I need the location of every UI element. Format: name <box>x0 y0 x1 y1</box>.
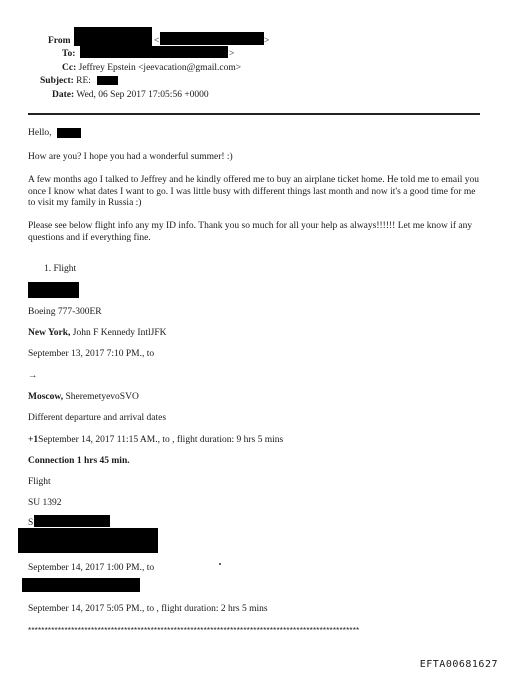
document-id: EFTA00681627 <box>419 659 498 670</box>
to-bracket-close: > <box>229 49 235 59</box>
connection: Connection 1 hrs 45 min. <box>28 456 130 466</box>
from-row <box>48 35 71 47</box>
to-row <box>62 48 75 60</box>
separator-stars: **************************************************************************************************** <box>28 626 360 635</box>
redaction-4 <box>22 578 140 592</box>
from-bracket-open: < <box>154 36 160 46</box>
from-label: From <box>48 36 71 46</box>
from-name-redaction <box>74 27 152 46</box>
origin-city: New York, <box>28 328 71 338</box>
cc-label: Cc: <box>62 63 77 73</box>
destination <box>28 392 484 404</box>
dest-city: Moscow, <box>28 392 64 402</box>
depart-time: September 13, 2017 7:10 PM., to <box>28 349 155 359</box>
paragraph-2: Please see below flight info any my ID info. Thank you so much for all your help as always!!!!!! Let me know if any questions and if everything fine. <box>28 221 473 243</box>
redaction-3 <box>18 528 158 553</box>
list-item-flight: 1. Flight <box>44 264 77 274</box>
arrival-text: September 14, 2017 11:15 AM., to , flight duration: 9 hrs 5 mins <box>38 435 284 445</box>
intro-line: How are you? I hope you had a wonderful summer! :) <box>28 152 233 162</box>
different-dates: Different departure and arrival dates <box>28 413 167 423</box>
cc-value: Jeffrey Epstein <jeevacation@gmail.com> <box>78 63 242 73</box>
origin <box>28 328 484 340</box>
greeting: Hello, <box>28 128 52 138</box>
arrow-icon: → <box>28 371 38 381</box>
subject-label: Subject: <box>40 76 74 86</box>
depart-2: September 14, 2017 1:00 PM., to <box>28 563 155 573</box>
flight-label: Flight <box>28 477 51 487</box>
origin-airport: John F Kennedy IntlJFK <box>70 328 167 338</box>
plus-one: +1 <box>28 435 39 445</box>
aircraft: Boeing 777-300ER <box>28 307 102 317</box>
flight-redaction-1 <box>28 282 79 298</box>
date-label: Date: <box>52 90 75 100</box>
arrival-info <box>28 435 484 447</box>
from-email-redaction <box>160 32 264 45</box>
subject-redaction <box>97 76 118 85</box>
dest-airport: SheremetyevoSVO <box>63 392 139 402</box>
greeting-name-redaction <box>57 128 81 138</box>
to-redaction <box>80 46 228 58</box>
date-row <box>52 89 209 101</box>
flight-number: SU 1392 <box>28 498 62 508</box>
subject-row <box>40 75 91 87</box>
cc-row <box>62 62 241 74</box>
stray-letter: S <box>28 518 34 528</box>
subject-value: RE: <box>76 76 91 86</box>
redaction-2 <box>34 515 110 527</box>
date-value: Wed, 06 Sep 2017 17:05:56 +0000 <box>76 90 209 100</box>
from-bracket-close: > <box>264 36 270 46</box>
paragraph-1: A few months ago I talked to Jeffrey and he kindly offered me to buy an airplane ticket home. He told me to email you once I know what dates I want to go. I was little busy with different things last month and now it's a good time for me to visit my family in Russia :) <box>28 175 480 208</box>
to-label: To: <box>62 49 76 59</box>
arrival-2: September 14, 2017 5:05 PM., to , flight duration: 2 hrs 5 mins <box>28 604 268 614</box>
header-divider <box>28 113 480 115</box>
